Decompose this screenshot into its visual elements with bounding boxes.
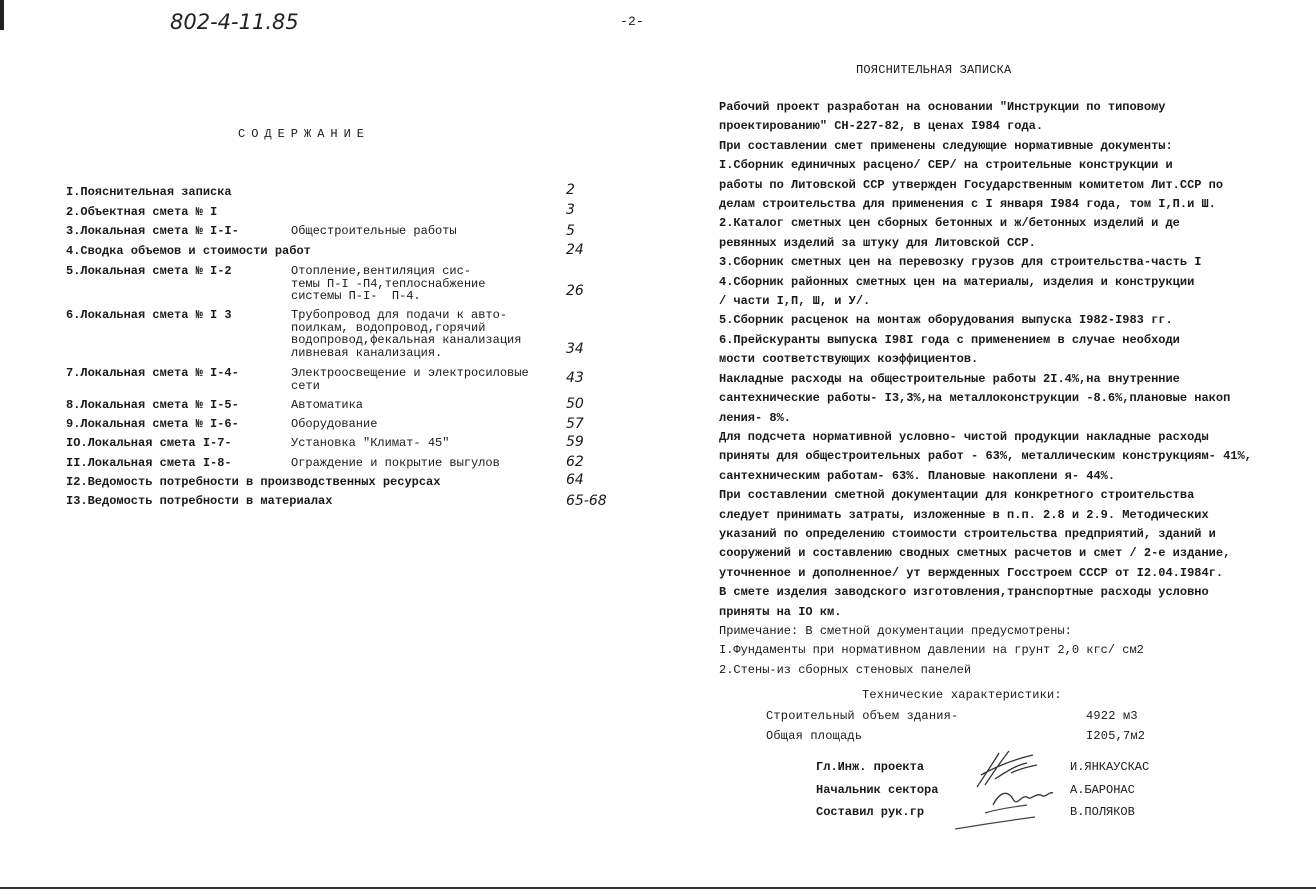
page-edge-mark xyxy=(0,0,4,30)
toc-item-desc: Трубопровод для подачи к авто- поилкам, водопровод,горячий водопровод,фекальная канализация ливневая канализация. xyxy=(291,308,522,360)
signature-scribble xyxy=(993,793,1053,805)
note-line: Рабочий проект разработан на основании "Инструкции по типовому xyxy=(719,100,1166,114)
signature-name: В.ПОЛЯКОВ xyxy=(1070,805,1135,819)
tech-label: Общая площадь xyxy=(766,729,863,743)
toc-item-label: 3.Локальная смета № I-I- xyxy=(66,224,239,238)
toc-item-label: 5.Локальная смета № I-2 xyxy=(66,264,232,278)
page-number: -2- xyxy=(620,14,645,29)
note-line: 6.Прейскуранты выпуска I98I года с применением в случае необходи xyxy=(719,332,1180,347)
note-line: работы по Литовской ССР утвержден Государственным комитетом Лит.ССР по xyxy=(719,177,1224,192)
note-line: В смете изделия заводского изготовления,транспортные расходы условно xyxy=(719,585,1209,600)
toc-item-label: II.Локальная смета I-8- xyxy=(66,456,232,470)
note-line: При составлении смет применены следующие нормативные документы: xyxy=(719,138,1173,153)
signature-role: Составил рук.гр xyxy=(816,805,925,819)
toc-item-label: I.Пояснительная записка xyxy=(66,185,232,199)
note-line: делам строительства для применения с I января I984 года, том I,П.и Ш. xyxy=(719,197,1216,212)
note-line: 4.Сборник районных сметных цен на материалы, изделия и конструкции xyxy=(719,274,1195,289)
toc-item-desc: Ограждение и покрытие выгулов xyxy=(291,456,500,470)
toc-item-page: 64 xyxy=(566,472,584,488)
toc-item-page: 34 xyxy=(566,341,584,357)
toc-item-page: 65-68 xyxy=(566,493,607,509)
note-line: / части I,П, Ш, и У/. xyxy=(719,294,871,309)
toc-item-page: 2 xyxy=(566,182,575,198)
toc-item-label: I3.Ведомость потребности в материалах xyxy=(66,494,333,508)
toc-item-desc: Установка "Климат- 45" xyxy=(291,436,450,450)
toc-item-label: 9.Локальная смета № I-6- xyxy=(66,417,239,431)
toc-item-page: 50 xyxy=(566,396,584,412)
signature-scribble xyxy=(955,805,1035,829)
handwritten-signatures xyxy=(955,745,1075,835)
tech-value: 4922 м3 xyxy=(1086,709,1138,723)
toc-item-page: 26 xyxy=(566,283,584,299)
toc-item-page: 59 xyxy=(566,434,584,450)
note-line: Примечание: В сметной документации предусмотрены: xyxy=(719,623,1072,638)
document-code: 802-4-11.85 xyxy=(170,10,299,34)
note-line: Для подсчета нормативной условно- чистой продукции накладные расходы xyxy=(719,429,1209,444)
toc-item-label: 2.Объектная смета № I xyxy=(66,205,218,219)
note-title: ПОЯСНИТЕЛЬНАЯ ЗАПИСКА xyxy=(856,63,1012,77)
toc-item-page: 3 xyxy=(566,202,575,218)
note-line: I.Фундаменты при нормативном давлении на грунт 2,0 кгс/ см2 xyxy=(719,643,1144,658)
toc-item-desc: Автоматика xyxy=(291,398,364,412)
toc-item-desc: Отопление,вентиляция сис- темы П-I -П4,теплоснабжение системы П-I- П-4. xyxy=(291,264,486,303)
note-line: мости соответствующих коэффициентов. xyxy=(719,352,979,367)
page-bottom-edge xyxy=(0,887,1316,889)
note-line: приняты на IO км. xyxy=(719,604,842,619)
toc-item-page: 5 xyxy=(566,223,575,239)
toc-item-label: IO.Локальная смета I-7- xyxy=(66,436,232,450)
signature-scribble xyxy=(977,751,1037,787)
note-line: приняты для общестроительных работ - 63%, металлическим конструкциям- 41%, xyxy=(719,449,1252,464)
note-line: 5.Сборник расценок на монтаж оборудования выпуска I982-I983 гг. xyxy=(719,313,1173,328)
note-line: сантехнические работы- I3,3%,на металлоконструкции -8.6%,плановые накоп xyxy=(719,391,1231,406)
signature-role: Начальник сектора xyxy=(816,783,939,797)
signature-role: Гл.Инж. проекта xyxy=(816,760,925,774)
tech-title: Технические характеристики: xyxy=(862,688,1062,702)
note-line: При составлении сметной документации для конкретного строительства xyxy=(719,488,1195,503)
note-line: ления- 8%. xyxy=(719,410,792,425)
note-line: I.Сборник единичных расцено/ СЕР/ на строительные конструкции и xyxy=(719,158,1173,173)
toc-item-label: 6.Локальная смета № I 3 xyxy=(66,308,232,322)
tech-label: Строительный объем здания- xyxy=(766,709,959,723)
signature-name: А.БАРОНАС xyxy=(1070,783,1135,797)
toc-item-label: 7.Локальная смета № I-4- xyxy=(66,366,239,380)
note-line: 3.Сборник сметных цен на перевозку грузов для строительства-часть I xyxy=(719,255,1202,270)
note-body xyxy=(719,98,1314,680)
toc-title: СОДЕРЖАНИЕ xyxy=(238,127,371,141)
note-line: ревянных изделий за штуку для Литовской ССР. xyxy=(719,235,1036,250)
note-line: следует принимать затраты, изложенные в п.п. 2.8 и 2.9. Методических xyxy=(719,507,1209,522)
signature-name: И.ЯНКАУСКАС xyxy=(1070,760,1150,774)
note-line: Накладные расходы на общестроительные работы 2I.4%,на внутренние xyxy=(719,371,1180,386)
toc-item-label: I2.Ведомость потребности в производственных ресурсах xyxy=(66,475,441,489)
note-line: сантехническим работам- 63%. Плановые накоплени я- 44%. xyxy=(719,468,1116,483)
tech-value: I205,7м2 xyxy=(1086,729,1146,743)
toc-item-page: 57 xyxy=(566,416,584,432)
note-line: 2.Каталог сметных цен сборных бетонных и ж/бетонных изделий и де xyxy=(719,216,1180,231)
toc-item-page: 24 xyxy=(566,242,584,258)
note-line: уточненное и дополненное/ ут вержденных Госстроем СССР от I2.04.I984г. xyxy=(719,565,1224,580)
toc-item-label: 8.Локальная смета № I-5- xyxy=(66,398,239,412)
toc-item-label: 4.Сводка объемов и стоимости работ xyxy=(66,244,311,258)
note-line: 2.Стены-из сборных стеновых панелей xyxy=(719,662,972,677)
toc-item-page: 62 xyxy=(566,454,584,470)
toc-item-desc: Общестроительные работы xyxy=(291,224,457,238)
toc-item-desc: Электроосвещение и электросиловые сети xyxy=(291,366,529,393)
toc-item-page: 43 xyxy=(566,370,584,386)
note-line: проектированию" СН-227-82, в ценах I984 года. xyxy=(719,119,1044,134)
toc-item-desc: Оборудование xyxy=(291,417,378,431)
note-line: указаний по определению стоимости строительства предприятий, зданий и xyxy=(719,526,1216,541)
note-line: сооружений и составлению сводных сметных расчетов и смет / 2-е издание, xyxy=(719,546,1231,561)
